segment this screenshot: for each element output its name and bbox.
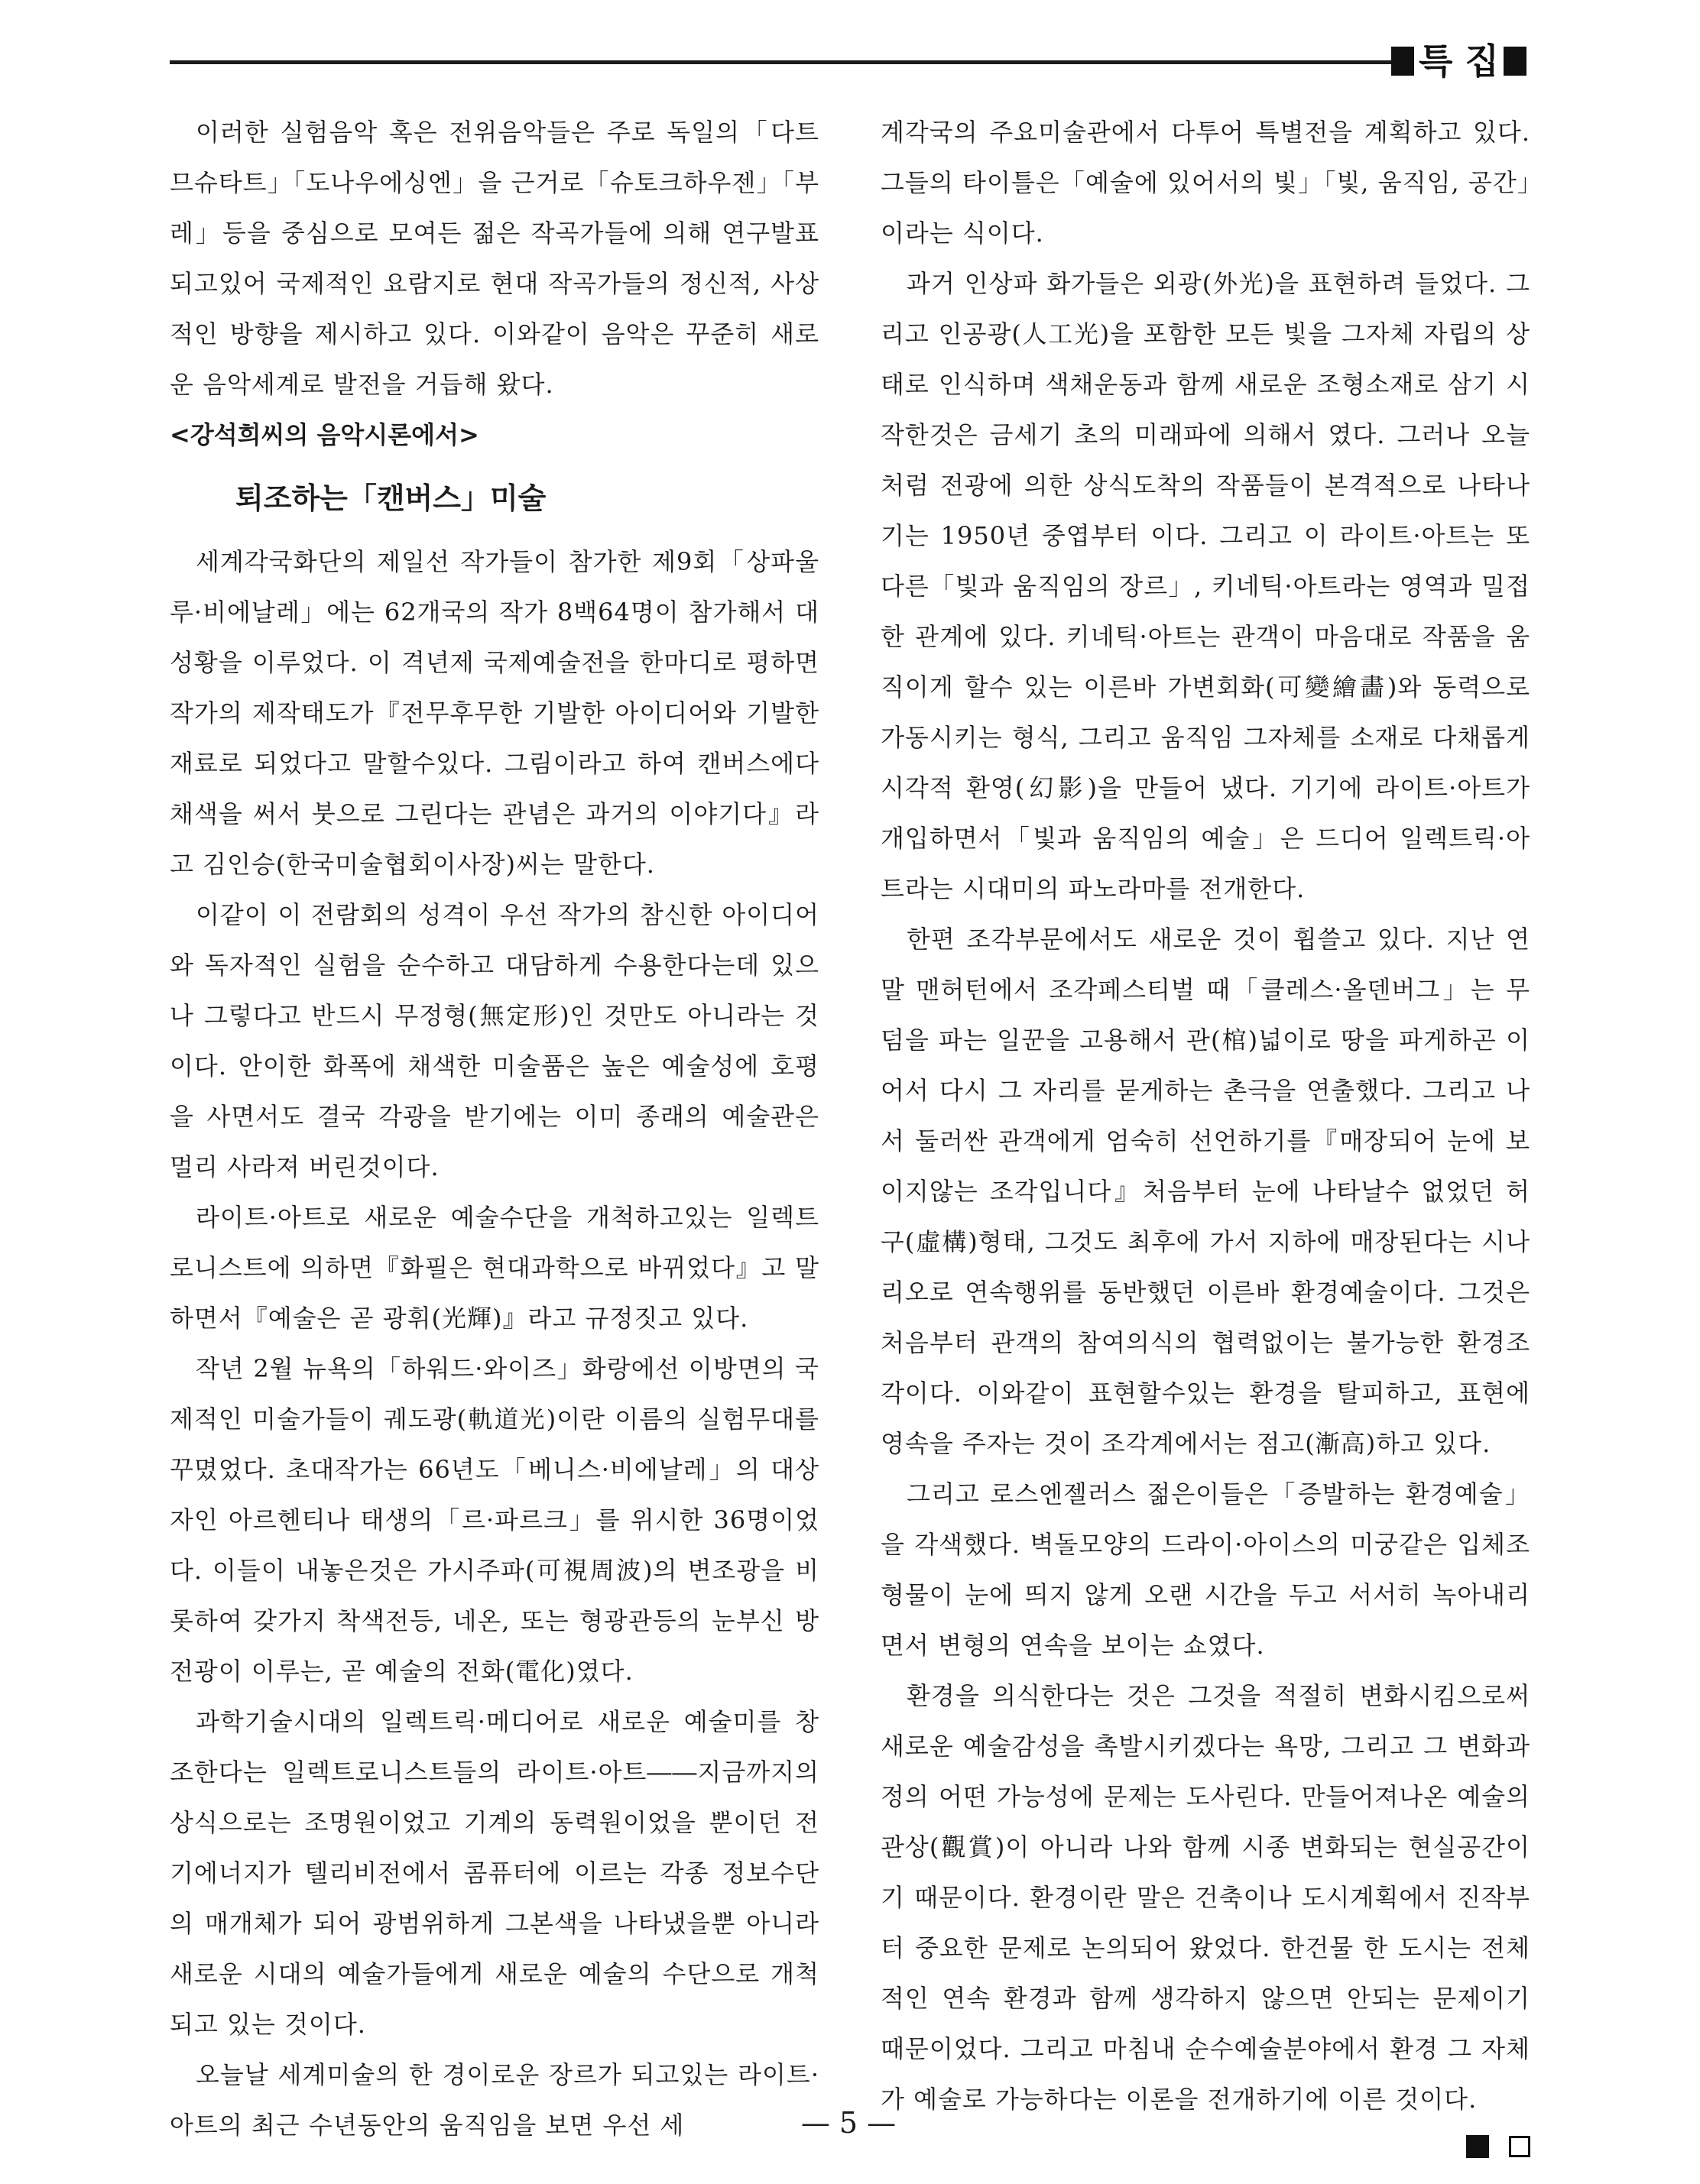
- body-paragraph: 오늘날 세계미술의 한 경이로운 장르가 되고있는 라이트·아트의 최근 수년동안의 움직임을 보면 우선 세: [170, 2060, 819, 2140]
- header-square-left-icon: [1391, 47, 1414, 76]
- left-column: [170, 107, 819, 2150]
- article-heading: 퇴조하는「캔버스」미술: [235, 481, 547, 515]
- body-paragraph: 과학기술시대의 일렉트릭·메디어로 새로운 예술미를 창조한다는 일렉트로니스트들의 라이트·아트――지금까지의 상식으로는 조명원이었고 기계의 동력원이었을 뿐이던 전기에너지가 텔리비전에서 콤퓨터에 이르는 각종 정보수단의 매개체가 되어 광범위하게 그본색을 나타냈을뿐 아니라 새로운 시대의 예술가들에게 새로운 예술의 수단으로 개척되고 있는 것이다.: [170, 1707, 819, 2039]
- source-note: <강석희씨의 음악시론에서>: [170, 420, 479, 449]
- closing-text: 환경을 의식한다는 것은 그것을 적절히 변화시킴으로써 새로운 예술감성을 촉발시키겠다는 욕망, 그리고 그 변화과정의 어떤 가능성에 문제는 도사린다. 만들어져나온 예술의 관상(觀賞)이 아니라 나와 함께 시종 변화되는 현실공간이기 때문이다. 환경이란 말은 건축이나 도시계획에서 진작부터 중요한 문제로 논의되어 왔었다. 한건물 한 도시는 전체적인 연속 환경과 함께 생각하지 않으면 안되는 문제이기 때문이었다. 그리고 마침내 순수예술분야에서 환경 그 자체가 예술로 가능하다는 이론을 전개하기에 이른 것이다.: [881, 1681, 1530, 2114]
- header-rule: [170, 60, 1391, 64]
- body-paragraph: 한편 조각부문에서도 새로운 것이 휩쓸고 있다. 지난 연말 맨허턴에서 조각페스티벌 때「클레스·올덴버그」는 무덤을 파는 일꾼을 고용해서 관(棺)넓이로 땅을 파게하곤 이어서 다시 그 자리를 묻게하는 촌극을 연출했다. 그리고 나서 둘러싼 관객에게 엄숙히 선언하기를『매장되어 눈에 보이지않는 조각입니다』처음부터 눈에 나타날수 없었던 허구(虛構)형태, 그것도 최후에 가서 지하에 매장된다는 시나리오로 연속행위를 동반했던 이른바 환경예술이다. 그것은 처음부터 관객의 참여의식의 협력없이는 불가능한 환경조각이다. 이와같이 표현할수있는 환경을 탈피하고, 표현에 영속을 주자는 것이 조각계에서는 점고(漸高)하고 있다.: [881, 925, 1530, 1458]
- body-paragraph: 과거 인상파 화가들은 외광(外光)을 표현하려 들었다. 그리고 인공광(人工光)을 포함한 모든 빛을 그자체 자립의 상태로 인식하며 색채운동과 함께 새로운 조형소재로 삼기 시작한것은 금세기 초의 미래파에 의해서 였다. 그러나 오늘처럼 전광에 의한 상식도착의 작품들이 본격적으로 나타나기는 1950년 중엽부터 이다. 그리고 이 라이트·아트는 또 다른「빛과 움직임의 장르」, 키네틱·아트라는 영역과 밀접한 관계에 있다. 키네틱·아트는 관객이 마음대로 작품을 움직이게 할수 있는 이른바 가변회화(可變繪畵)와 동력으로 가동시키는 형식, 그리고 움직임 그자체를 소재로 다채롭게 시각적 환영(幻影)을 만들어 냈다. 기기에 라이트·아트가 개입하면서「빛과 움직임의 예술」은 드디어 일렉트릭·아트라는 시대미의 파노라마를 전개한다.: [881, 269, 1530, 903]
- body-paragraph: 라이트·아트로 새로운 예술수단을 개척하고있는 일렉트로니스트에 의하면『화필은 현대과학으로 바뀌었다』고 말하면서『예술은 곧 광휘(光輝)』라고 규정짓고 있다.: [170, 1203, 819, 1333]
- body-paragraph: 계각국의 주요미술관에서 다투어 특별전을 계획하고 있다. 그들의 타이틀은「예술에 있어서의 빛」「빛, 움직임, 공간」이라는 식이다.: [881, 118, 1530, 248]
- end-marks: [1466, 2135, 1530, 2158]
- intro-paragraph: 이러한 실험음악 혹은 전위음악들은 주로 독일의「다트므슈타트」「도나우에싱엔」을 근거로「슈토크하우젠」「부레」등을 중심으로 모여든 젊은 작곡가들에 의해 연구발표되고있어 국제적인 요람지로 현대 작곡가들의 정신적, 사상적인 방향을 제시하고 있다. 이와같이 음악은 꾸준히 새로운 음악세계로 발전을 거듭해 왔다.: [170, 118, 819, 399]
- body-paragraph: 그리고 로스엔젤러스 젊은이들은「증발하는 환경예술」을 각색했다. 벽돌모양의 드라이·아이스의 미궁같은 입체조형물이 눈에 띄지 않게 오랜 시간을 두고 서서히 녹아내리면서 변형의 연속을 보이는 쇼였다.: [881, 1479, 1530, 1660]
- header-square-right-icon: [1504, 47, 1526, 76]
- section-header: [1391, 40, 1526, 83]
- open-square-icon: [1509, 2136, 1530, 2157]
- filled-square-icon: [1466, 2135, 1489, 2158]
- right-column: [881, 107, 1530, 2158]
- body-paragraph: 작년 2월 뉴욕의「하워드·와이즈」화랑에선 이방면의 국제적인 미술가들이 궤도광(軌道光)이란 이름의 실험무대를 꾸몄었다. 초대작가는 66년도「베니스·비에날레」의 대상자인 아르헨티나 태생의「르·파르크」를 위시한 36명이었다. 이들이 내놓은것은 가시주파(可視周波)의 변조광을 비롯하여 갖가지 착색전등, 네온, 또는 형광관등의 눈부신 방전광이 이루는, 곧 예술의 전화(電化)였다.: [170, 1354, 819, 1686]
- closing-paragraph: [881, 1670, 1530, 2124]
- body-paragraph: 이같이 이 전람회의 성격이 우선 작가의 참신한 아이디어와 독자적인 실험을 순수하고 대담하게 수용한다는데 있으나 그렇다고 반드시 무정형(無定形)인 것만도 아니라는 것이다. 안이한 화폭에 채색한 미술품은 높은 예술성에 호평을 사면서도 결국 각광을 받기에는 이미 종래의 예술관은 멀리 사라져 버린것이다.: [170, 900, 819, 1181]
- page-number: — 5 —: [800, 2106, 897, 2140]
- body-paragraph: 세계각국화단의 제일선 작가들이 참가한 제9회「상파울루·비에날레」에는 62개국의 작가 8백64명이 참가해서 대성황을 이루었다. 이 격년제 국제예술전을 한마디로 평하면 작가의 제작태도가『전무후무한 기발한 아이디어와 기발한 재료로 되었다고 말할수있다. 그림이라고 하여 캔버스에다 채색을 써서 붓으로 그린다는 관념은 과거의 이야기다』라고 김인승(한국미술협회이사장)씨는 말한다.: [170, 547, 819, 879]
- section-label: 특 집: [1419, 41, 1499, 82]
